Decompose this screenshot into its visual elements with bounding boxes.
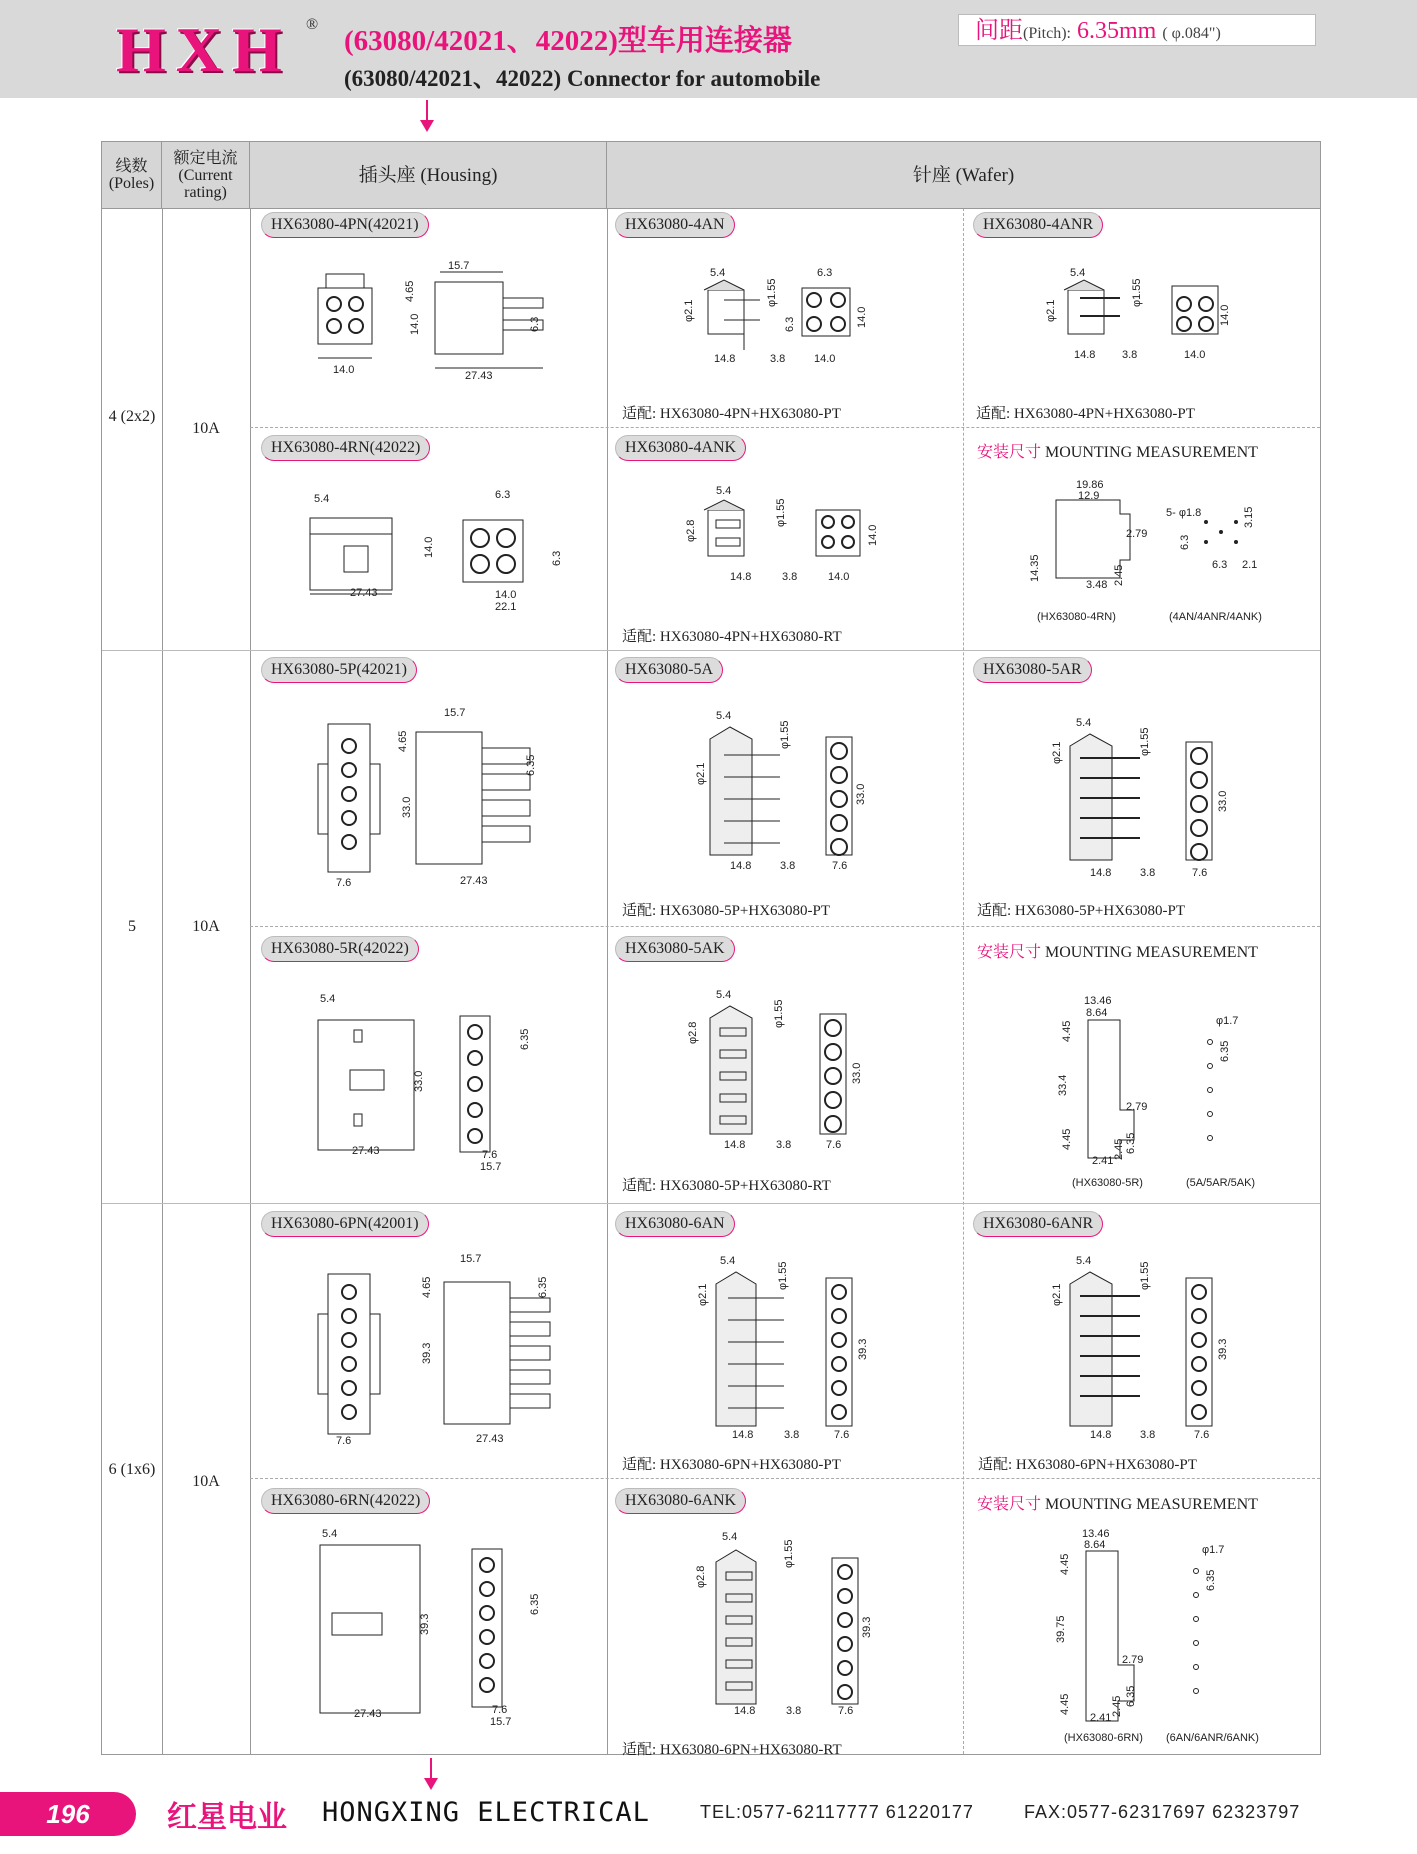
dim-2-45: 2.45 [1113, 564, 1125, 586]
dim-5-4k: 5.4 [322, 1528, 338, 1540]
dim-5-4i: 5.4 [720, 1255, 736, 1267]
dim-14-8g: 14.8 [732, 1429, 754, 1441]
part-tag-5ak: HX63080-5AK [615, 936, 735, 962]
dim-phi-2-1f: φ2.1 [1051, 1283, 1063, 1306]
page-title-en: (63080/42021、42022) Connector for automobile [344, 66, 821, 91]
dim-39-3b: 39.3 [857, 1338, 869, 1360]
dim-7-6: 7.6 [336, 877, 352, 889]
dim-13-46: 13.46 [1084, 995, 1112, 1007]
dim-8-64: 8.64 [1086, 1007, 1108, 1019]
dim-14-8b: 14.8 [1074, 349, 1096, 361]
dim-14-0b: 14.0 [409, 313, 421, 335]
part-tag-4pn: HX63080-4PN(42021) [261, 212, 429, 238]
dim-7-6j: 7.6 [838, 1705, 854, 1717]
col-header-current: 额定电流 (Current rating) [162, 142, 250, 208]
poles-6: 6 (1x6) [108, 1461, 156, 1478]
dim-5-4: 5.4 [710, 267, 726, 279]
dim-phi-1-55g: φ1.55 [777, 1261, 789, 1290]
drawing-5ak [680, 984, 880, 1164]
drawing-4an [680, 262, 880, 372]
dim-33-0b: 33.0 [855, 783, 867, 805]
fit-6an: 适配: HX63080-6PN+HX63080-PT [622, 1457, 841, 1473]
drawing-6ank [680, 1528, 880, 1718]
dim-6-35: 6.35 [525, 754, 537, 776]
drawing-4pn [300, 260, 560, 390]
dim-5-4e: 5.4 [716, 710, 732, 722]
dim-2-79b: 2.79 [1126, 1101, 1148, 1113]
dim-6-3: 6.3 [529, 316, 541, 332]
company-name-cn: 红星电业 [167, 1800, 287, 1835]
dim-phi-1-55i: φ1.55 [783, 1539, 795, 1568]
dim-phi-1-55d: φ1.55 [779, 720, 791, 749]
dim-5-4j: 5.4 [1076, 1255, 1092, 1267]
dim-5-4h: 5.4 [716, 989, 732, 1001]
page-number: 196 [0, 1792, 136, 1836]
dim-4-45b: 4.45 [1061, 1020, 1073, 1042]
dim-14-8e: 14.8 [1090, 867, 1112, 879]
col-header-wafer: 针座 (Wafer) [607, 142, 1320, 208]
dim-5-4l: 5.4 [722, 1531, 738, 1543]
dim-3-15: 3.15 [1243, 506, 1255, 528]
dim-39-3c: 39.3 [1217, 1338, 1229, 1360]
dim-15-7: 15.7 [448, 260, 470, 272]
fit-6anr: 适配: HX63080-6PN+HX63080-PT [978, 1457, 1197, 1473]
dim-4-45e: 4.45 [1059, 1693, 1071, 1715]
dim-12-9: 12.9 [1078, 490, 1100, 502]
pitch-label-en: (Pitch) [1023, 25, 1067, 42]
dim-14-0g: 14.0 [423, 536, 435, 558]
dim-phi-2-8: φ2.8 [685, 519, 697, 542]
dim-2-79: 2.79 [1126, 528, 1148, 540]
dim-5-4c: 5.4 [314, 493, 330, 505]
dim-7-6i: 7.6 [492, 1704, 508, 1716]
dim-33-0: 33.0 [401, 796, 413, 818]
dim-phi-1-7: φ1.7 [1216, 1015, 1239, 1027]
dim-6-3e: 6.3 [551, 550, 563, 566]
dim-phi-1-55c: φ1.55 [775, 498, 787, 527]
pitch-label-cn: 间距 [975, 18, 1023, 44]
part-tag-4ank: HX63080-4ANK [615, 435, 746, 461]
dim-6-35h: 6.35 [1205, 1569, 1217, 1591]
part-tag-6anr: HX63080-6ANR [973, 1211, 1103, 1237]
dim-phi-2-1: φ2.1 [683, 299, 695, 322]
dim-4-65b: 4.65 [397, 730, 409, 752]
dim-22-1: 22.1 [495, 601, 517, 613]
part-tag-5r: HX63080-5R(42022) [261, 936, 419, 962]
dim-6-35c: 6.35 [1125, 1132, 1137, 1154]
dim-phi-2-8b: φ2.8 [687, 1021, 699, 1044]
current-4: 10A [192, 420, 220, 437]
dim-phi-2-1c: φ2.1 [695, 762, 707, 785]
dim-6-3g: 6.3 [1212, 559, 1228, 571]
mount-note-5r: (HX63080-5R) [1072, 1177, 1143, 1189]
pitch-inch: ( φ.084") [1162, 25, 1221, 42]
part-tag-4rn: HX63080-4RN(42022) [261, 435, 430, 461]
brand-logo: HXH [116, 14, 292, 85]
dim-2-1: 2.1 [1242, 559, 1258, 571]
dim-33-0d: 33.0 [413, 1070, 425, 1092]
dim-3-8g: 3.8 [784, 1429, 800, 1441]
part-tag-6an: HX63080-6AN [615, 1211, 735, 1237]
current-6: 10A [192, 1473, 220, 1490]
drawing-6an [680, 1250, 880, 1440]
poles-4: 4 (2x2) [108, 408, 156, 425]
fit-4ank: 适配: HX63080-4PN+HX63080-RT [622, 629, 842, 645]
dim-4-45-14-35: 14.35 [1029, 554, 1041, 582]
dim-6-35g: 6.35 [1125, 1685, 1137, 1707]
dim-39-3: 39.3 [421, 1342, 433, 1364]
dim-4-45d: 4.45 [1059, 1553, 1071, 1575]
dim-3-8h: 3.8 [1140, 1429, 1156, 1441]
dim-2-45c: 2.45 [1111, 1695, 1123, 1717]
dim-39-75: 39.75 [1055, 1615, 1067, 1643]
part-tag-5ar: HX63080-5AR [973, 657, 1092, 683]
fit-5ak: 适配: HX63080-5P+HX63080-RT [622, 1178, 831, 1194]
dim-phi-1-55e: φ1.55 [1139, 727, 1151, 756]
dim-6-35f: 6.35 [529, 1593, 541, 1615]
dim-phi-1-55h: φ1.55 [1139, 1261, 1151, 1290]
part-tag-5p: HX63080-5P(42021) [261, 657, 417, 683]
drawing-5r [310, 990, 560, 1175]
page-title-cn: (63080/42021、42022)型车用连接器 [344, 25, 792, 57]
dim-7-6h: 7.6 [1194, 1429, 1210, 1441]
mount-title-4 [977, 439, 1258, 462]
dim-14-8h: 14.8 [1090, 1429, 1112, 1441]
pitch-value: 6.35mm [1077, 18, 1157, 44]
dim-3-48: 3.48 [1086, 579, 1108, 591]
dim-3-8f: 3.8 [776, 1139, 792, 1151]
fit-4an: 适配: HX63080-4PN+HX63080-PT [622, 406, 841, 422]
dim-phi-2-8c: φ2.8 [695, 1565, 707, 1588]
drawing-5a [680, 705, 880, 885]
dim-2-41b: 2.41 [1090, 1712, 1112, 1724]
dim-7-6d: 7.6 [482, 1149, 498, 1161]
dim-5-4f: 5.4 [1076, 717, 1092, 729]
dim-15-7b: 15.7 [444, 707, 466, 719]
mount-title-en-6: MOUNTING MEASUREMENT [1045, 1496, 1258, 1513]
arrow-down-icon-bottom [430, 1758, 432, 1780]
dim-phi-1-55f: φ1.55 [773, 999, 785, 1028]
fit-4anr: 适配: HX63080-4PN+HX63080-PT [976, 406, 1195, 422]
dim-27-43f: 27.43 [354, 1708, 382, 1720]
dim-8-64b: 8.64 [1084, 1539, 1106, 1551]
dim-13-46b: 13.46 [1082, 1528, 1110, 1540]
drawing-6pn [310, 1248, 560, 1448]
dim-6-35e: 6.35 [537, 1276, 549, 1298]
dim-4-65: 4.65 [404, 280, 416, 302]
dim-14-0j: 14.0 [828, 571, 850, 583]
dim-14-0e: 14.0 [1219, 304, 1231, 326]
dim-27-43b: 27.43 [350, 587, 378, 599]
drawing-5ar [1040, 712, 1240, 887]
current-5: 10A [192, 918, 220, 935]
mount-note-6rn: (HX63080-6RN) [1064, 1732, 1143, 1744]
registered-mark: ® [306, 16, 319, 33]
dim-27-43e: 27.43 [476, 1433, 504, 1445]
dim-3-8d: 3.8 [780, 860, 796, 872]
drawing-4anr [1040, 262, 1240, 372]
dim-7-6b: 7.6 [832, 860, 848, 872]
mount-note-4rn: (HX63080-4RN) [1037, 611, 1116, 623]
dim-14-0c: 14.0 [856, 306, 868, 328]
mount-note-5a: (5A/5AR/5AK) [1186, 1177, 1256, 1189]
dim-14-8c: 14.8 [730, 571, 752, 583]
dim-7-6g: 7.6 [834, 1429, 850, 1441]
drawing-mount-5 [1050, 990, 1270, 1170]
dim-5-4g: 5.4 [320, 993, 336, 1005]
dim-14-0d: 14.0 [814, 353, 836, 365]
pitch-sep: : [1066, 25, 1071, 42]
dim-19-86: 19.86 [1076, 479, 1104, 491]
arrow-down-icon [426, 100, 428, 122]
drawing-4rn [300, 489, 563, 620]
dim-15-7c: 15.7 [480, 1161, 502, 1173]
dim-14-0: 14.0 [333, 364, 355, 376]
dim-6-3c: 6.3 [784, 316, 796, 332]
mount-title-cn-6: 安装尺寸 [977, 1496, 1042, 1513]
dim-2-45b: 2.45 [1113, 1138, 1125, 1160]
mount-title-cn: 安装尺寸 [977, 444, 1042, 461]
dim-7-6c: 7.6 [1192, 867, 1208, 879]
telephone: TEL:0577-62117777 61220177 [700, 1802, 974, 1822]
fit-5a: 适配: HX63080-5P+HX63080-PT [622, 903, 831, 919]
pitch-box [958, 14, 1316, 46]
dim-phi-2-1d: φ2.1 [1051, 741, 1063, 764]
dim-phi-1-55b: φ1.55 [1131, 278, 1143, 307]
dim-6-3d: 6.3 [495, 489, 511, 501]
part-tag-4an: HX63080-4AN [615, 212, 735, 238]
dim-27-43: 27.43 [465, 370, 493, 382]
part-tag-6rn: HX63080-6RN(42022) [261, 1488, 430, 1514]
drawing-4ank [680, 482, 880, 592]
dim-6-35d: 6.35 [1219, 1040, 1231, 1062]
dim-phi-1-7b: φ1.7 [1202, 1544, 1225, 1556]
dim-7-6f: 7.6 [336, 1435, 352, 1447]
drawing-6anr [1040, 1250, 1240, 1440]
mount-title-5 [977, 939, 1258, 962]
dim-33-0e: 33.0 [851, 1062, 863, 1084]
drawing-mount-6 [1050, 1525, 1270, 1725]
mount-title-cn-5: 安装尺寸 [977, 944, 1042, 961]
dim-3-8e: 3.8 [1140, 867, 1156, 879]
dim-2-41: 2.41 [1092, 1155, 1114, 1167]
dim-14-0i: 14.0 [867, 524, 879, 546]
dim-4-45c: 4.45 [1061, 1128, 1073, 1150]
dim-phi-1-55: φ1.55 [766, 278, 778, 307]
mount-title-6 [977, 1491, 1258, 1514]
dim-phi-2-1b: φ2.1 [1045, 299, 1057, 322]
dim-5-4d: 5.4 [716, 485, 732, 497]
dim-2-79c: 2.79 [1122, 1654, 1144, 1666]
fit-5ar: 适配: HX63080-5P+HX63080-PT [977, 903, 1186, 919]
poles-5: 5 [128, 918, 136, 935]
dim-6-3f: 6.3 [1179, 534, 1191, 550]
mount-note-4an: (4AN/4ANR/4ANK) [1169, 611, 1262, 623]
fit-6ank: 适配: HX63080-6PN+HX63080-RT [622, 1742, 842, 1758]
dim-3-8: 3.8 [770, 353, 786, 365]
part-tag-5a: HX63080-5A [615, 657, 723, 683]
dim-7-6e: 7.6 [826, 1139, 842, 1151]
drawing-6rn [310, 1525, 560, 1728]
dim-15-7e: 15.7 [490, 1716, 512, 1728]
dim-14-8f: 14.8 [724, 1139, 746, 1151]
dim-6-3b: 6.3 [817, 267, 833, 279]
dim-phi-2-1e: φ2.1 [697, 1283, 709, 1306]
dim-14-8d: 14.8 [730, 860, 752, 872]
col-header-housing: 插头座 (Housing) [250, 142, 607, 208]
drawing-mount-4 [1030, 478, 1280, 598]
drawing-5p [310, 708, 560, 893]
dim-27-43d: 27.43 [352, 1145, 380, 1157]
dim-5-4b: 5.4 [1070, 267, 1086, 279]
mount-note-6an: (6AN/6ANR/6ANK) [1166, 1732, 1259, 1744]
dim-3-8c: 3.8 [782, 571, 798, 583]
part-tag-4anr: HX63080-4ANR [973, 212, 1103, 238]
dim-27-43c: 27.43 [460, 875, 488, 887]
dim-39-3d: 39.3 [419, 1613, 431, 1635]
mount-title-en: MOUNTING MEASUREMENT [1045, 444, 1258, 461]
dim-4-65c: 4.65 [421, 1276, 433, 1298]
dim-14-0h: 14.0 [495, 589, 517, 601]
dim-14-0f: 14.0 [1184, 349, 1206, 361]
dim-33-0c: 33.0 [1217, 790, 1229, 812]
dim-5-phi-1-8: 5- φ1.8 [1166, 507, 1202, 519]
col-header-poles: 线数 (Poles) [102, 142, 162, 208]
dim-3-8b: 3.8 [1122, 349, 1138, 361]
dim-6-35b: 6.35 [519, 1028, 531, 1050]
mount-title-en-5: MOUNTING MEASUREMENT [1045, 944, 1258, 961]
dim-3-8i: 3.8 [786, 1705, 802, 1717]
dim-14-8: 14.8 [714, 353, 736, 365]
company-name-en: HONGXING ELECTRICAL [322, 1797, 650, 1828]
fax: FAX:0577-62317697 62323797 [1024, 1802, 1301, 1822]
dim-39-3e: 39.3 [861, 1616, 873, 1638]
dim-33-4: 33.4 [1057, 1074, 1069, 1096]
part-tag-6pn: HX63080-6PN(42001) [261, 1211, 429, 1237]
part-tag-6ank: HX63080-6ANK [615, 1488, 746, 1514]
dim-15-7d: 15.7 [460, 1253, 482, 1265]
dim-14-8i: 14.8 [734, 1705, 756, 1717]
